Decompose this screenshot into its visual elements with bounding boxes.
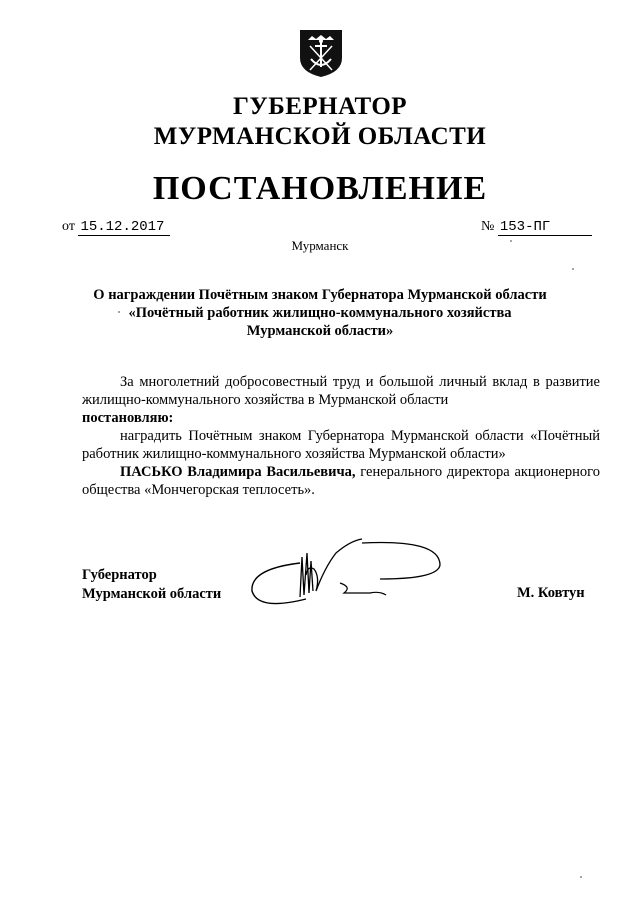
decree-word-text: постановляю: [82,410,174,426]
authority-title [0,92,640,152]
number-prefix: № [481,219,495,234]
signer-title [82,566,221,604]
coat-of-arms-icon [298,28,344,78]
authority-line-1: ГУБЕРНАТОР [232,93,408,120]
subject-line-2: «Почётный работник жилищно-коммунального хозяйства [128,305,512,321]
document-date [62,219,170,236]
award-text: наградить Почётным знаком Губернатора Мурманской области «Почётный работник жилищно-коммунального хозяйства Мурманской области» [82,428,600,462]
scan-speck [572,268,574,270]
authority-line-2: МУРМАНСКОЙ ОБЛАСТИ [153,123,487,150]
handwritten-signature [240,535,450,615]
body-paragraph-2 [82,427,600,463]
signer-title-line-2: Мурманской области [82,586,222,602]
document-subject [0,286,640,340]
subject-line-1: О награждении Почётным знаком Губернатора Мурманской области [93,287,547,303]
decree-word [82,409,600,427]
signer-title-line-1: Губернатор [82,567,157,583]
awardee-position: генерального директора акционерного общества «Мончегорская теплосеть». [82,464,600,498]
document-type-title: ПОСТАНОВЛЕНИЕ [152,170,488,207]
document-number [481,219,592,236]
scan-speck [118,311,120,313]
reason-text: За многолетний добросовестный труд и большой личный вклад в развитие жилищно-коммунального хозяйства в Мурманской области [82,374,600,408]
body-paragraph-1 [82,373,600,409]
subject-line-3: Мурманской области» [246,323,394,339]
scan-speck [510,240,512,242]
awardee-name: ПАСЬКО Владимира Васильевича, [120,464,356,480]
date-prefix: от [62,219,75,234]
number-value: 153-ПГ [498,219,592,236]
date-value: 15.12.2017 [78,219,170,236]
body-paragraph-3 [82,463,600,499]
city: Мурманск [291,238,349,253]
document-body [82,373,600,499]
signer-name: М. Ковтун [517,585,585,601]
scan-speck [580,876,582,878]
